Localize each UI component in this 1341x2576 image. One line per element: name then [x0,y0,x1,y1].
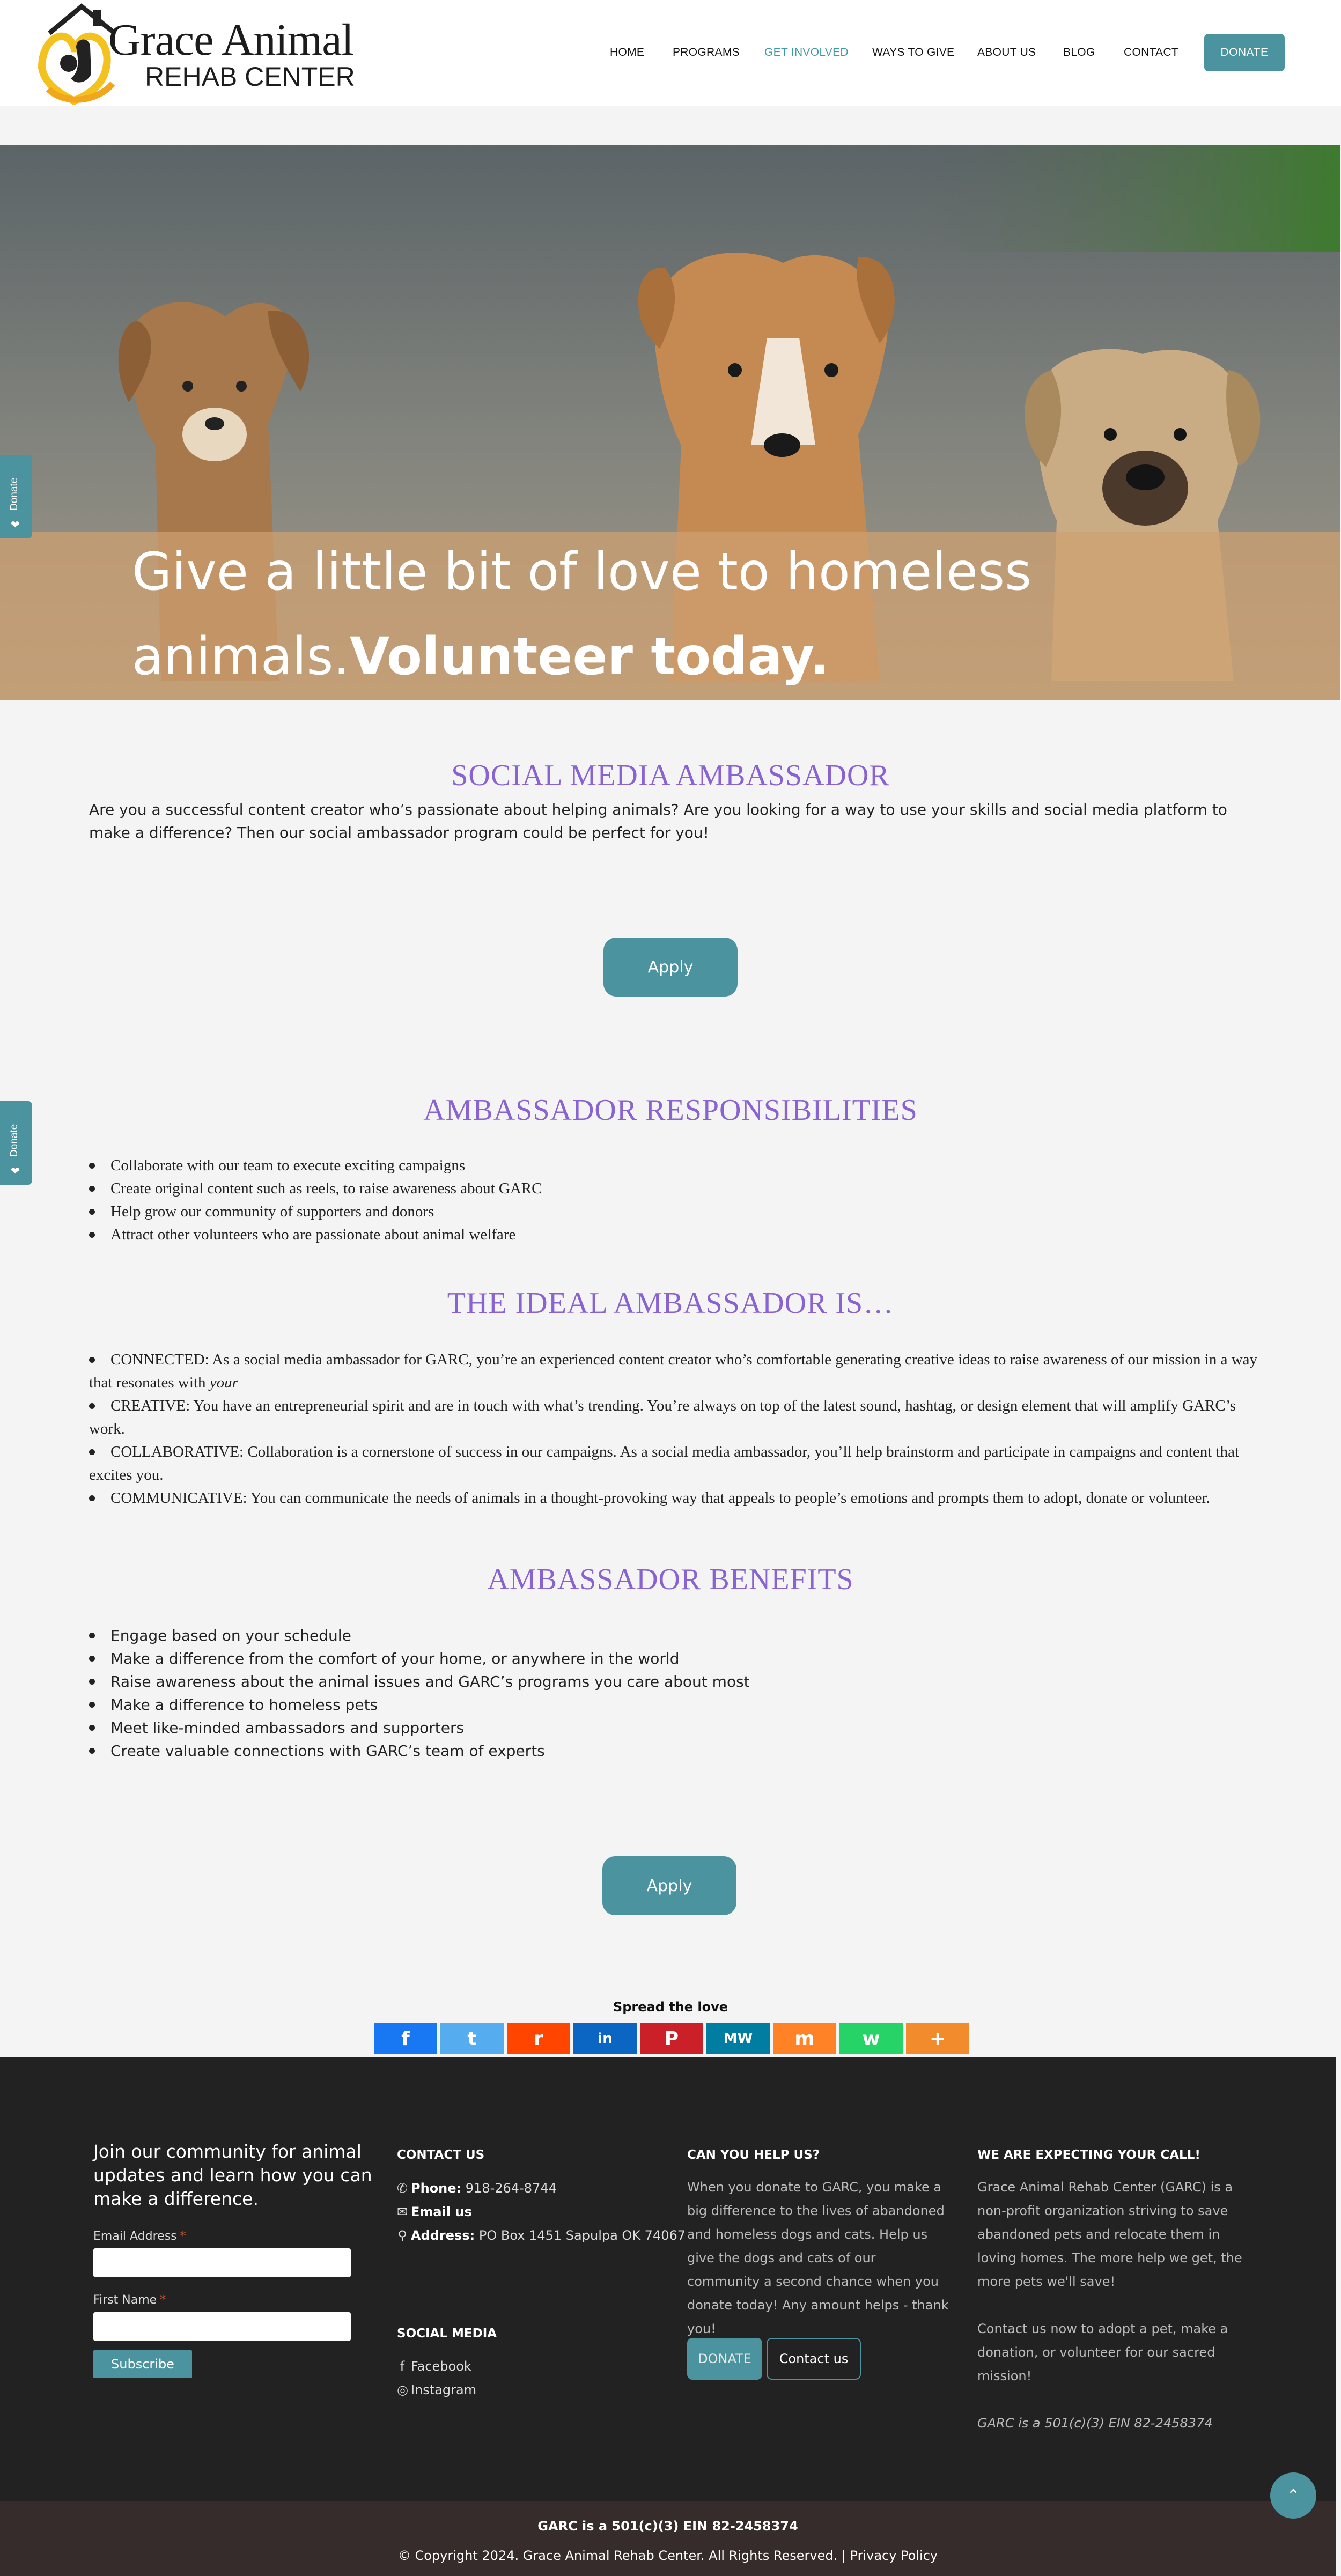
section-title-social-media-ambassador: SOCIAL MEDIA AMBASSADOR [451,759,890,792]
facebook-link[interactable] [397,2359,471,2374]
email-link[interactable]: Email us [411,2204,472,2219]
share-twitter-button[interactable] [440,2023,504,2054]
linkedin-icon: in [598,2031,613,2047]
share-pinterest-button[interactable] [640,2023,703,2054]
responsibilities-list [89,1154,1258,1246]
back-to-top-button[interactable] [1270,2472,1316,2519]
nav-get-involved[interactable]: GET INVOLVED [764,46,849,58]
share-title: Spread the love [613,1999,728,2014]
list-item: CREATIVE: You have an entrepreneurial spirit and are in touch with what’s trending. You’re always on top of the latest sound, hashtag, or design element that will amplify GARC’s work. [89,1394,1258,1441]
contact-email[interactable] [397,2204,472,2219]
share-whatsapp-button[interactable] [839,2023,903,2054]
facebook-icon: f [400,2359,405,2374]
list-item: Make a difference to homeless pets [89,1693,1258,1716]
instagram-link[interactable] [397,2382,476,2397]
list-item: Create original content such as reels, to raise awareness about GARC [89,1177,1258,1200]
share-mix-button[interactable] [773,2023,836,2054]
share-linkedin-button[interactable] [573,2023,637,2054]
benefits-list [89,1624,1258,1762]
email-label-text: Email Address [93,2230,177,2243]
envelope-icon: ✉ [397,2204,408,2219]
list-item: Create valuable connections with GARC’s team of experts [89,1739,1258,1762]
expect-text: Grace Animal Rehab Center (GARC) is a non-profit organization striving to save abandoned pets and relocate them in loving homes. The more help we get, the more pets we'll save! [977,2180,1242,2289]
list-item-emphasis: your [209,1374,238,1391]
required-mark: * [160,2293,166,2307]
list-item: Attract other volunteers who are passionate about animal welfare [89,1223,1258,1246]
list-item: Help grow our community of supporters and donors [89,1200,1258,1223]
help-heading: CAN YOU HELP US? [687,2148,820,2162]
mewe-icon: MW [723,2031,753,2047]
footer-ein: GARC is a 501(c)(3) EIN 82-2458374 [537,2519,798,2534]
donate-button[interactable]: DONATE [1204,34,1285,71]
list-item: Meet like-minded ambassadors and supporters [89,1716,1258,1739]
share-more-button[interactable] [906,2023,969,2054]
address-value: PO Box 1451 Sapulpa OK 74067 [478,2228,686,2243]
expect-text-contact: Contact us now to adopt a pet, make a donation, or volunteer for our sacred mission! [977,2321,1228,2383]
instagram-link-label[interactable]: Instagram [411,2382,477,2397]
first-name-label [93,2293,166,2307]
hero-headline-regular: animals. [132,626,350,687]
list-item: Raise awareness about the animal issues and GARC’s programs you care about most [89,1670,1258,1693]
logo-title: Grace Animal [108,15,353,65]
heart-icon: ❤ [11,1165,20,1177]
subscribe-button[interactable]: Subscribe [93,2350,192,2378]
section-title-responsibilities: AMBASSADOR RESPONSIBILITIES [423,1094,918,1127]
newsletter-heading: Join our community for animal updates and learn how you can make a difference. [93,2141,372,2209]
facebook-icon: f [401,2027,410,2050]
email-label [93,2230,186,2243]
list-item-text: CONNECTED: As a social media ambassador for GARC, you’re an experienced content creator who’s comfortable generating creative ideas to raise awareness of our mission in a way that resonates with [89,1351,1258,1391]
email-field[interactable] [93,2248,351,2277]
footer-donate-button[interactable]: DONATE [687,2338,762,2380]
list-item: Collaborate with our team to execute exciting campaigns [89,1154,1258,1177]
contact-address [397,2228,686,2243]
first-name-label-text: First Name [93,2293,157,2307]
copyright-text: © Copyright 2024. Grace Animal Rehab Center. All Rights Reserved. | Privacy Policy [397,2548,938,2563]
required-mark: * [180,2230,186,2243]
chevron-up-icon: ⌃ [1286,2486,1300,2505]
share-facebook-button[interactable] [374,2023,437,2054]
first-name-field[interactable] [93,2312,351,2341]
section-title-ideal-ambassador: THE IDEAL AMBASSADOR IS… [447,1287,894,1320]
expect-heading: WE ARE EXPECTING YOUR CALL! [977,2148,1200,2162]
address-label: Address: [411,2228,475,2243]
mix-icon: m [794,2027,815,2050]
twitter-icon: t [467,2027,477,2050]
list-item: COLLABORATIVE: Collaboration is a cornerstone of success in our campaigns. As a social media ambassador, you’ll help brainstorm and participate in campaigns and content that excites you. [89,1441,1258,1487]
apply-button[interactable]: Apply [603,938,738,997]
nav-home[interactable]: HOME [610,46,645,58]
hero-banner [0,145,1340,700]
site-logo[interactable] [38,3,359,105]
heart-icon: ❤ [11,519,20,531]
list-item: COMMUNICATIVE: You can communicate the needs of animals in a thought-provoking way that appeals to people’s emotions and prompts them to adopt, donate or volunteer. [89,1487,1258,1510]
whatsapp-icon: w [862,2027,880,2050]
apply-button[interactable]: Apply [602,1856,736,1915]
site-header [0,0,1341,106]
pinterest-icon: P [664,2027,679,2050]
list-item: Engage based on your schedule [89,1624,1258,1647]
facebook-link-label[interactable]: Facebook [411,2359,471,2374]
nav-ways-to-give[interactable]: WAYS TO GIVE [872,46,955,58]
share-bar [374,2023,972,2054]
logo-house-pet-icon [38,3,118,105]
side-donate-label: Donate [9,1124,20,1157]
hero-headline-line2 [132,626,829,687]
instagram-icon: ◎ [397,2382,408,2397]
nav-contact[interactable]: CONTACT [1124,46,1179,58]
nav-blog[interactable]: BLOG [1063,46,1095,58]
phone-value[interactable]: 918-264-8744 [465,2181,557,2196]
reddit-icon: r [534,2027,543,2050]
social-heading: SOCIAL MEDIA [397,2327,497,2341]
intro-paragraph: Are you a successful content creator who’s passionate about helping animals? Are you looking for a way to use your skills and social media platform to make a difference? Then our social ambassador program could be perfect for you! [89,801,1227,842]
list-item: Make a difference from the comfort of your home, or anywhere in the world [89,1647,1258,1670]
nav-about-us[interactable]: ABOUT US [977,46,1036,58]
side-donate-label: Donate [9,477,20,511]
phone-label: Phone: [411,2181,462,2196]
footer-contact-button[interactable]: Contact us [767,2338,861,2380]
contact-phone [397,2181,557,2196]
section-title-benefits: AMBASSADOR BENEFITS [487,1563,854,1596]
help-text: When you donate to GARC, you make a big difference to the lives of abandoned and homeless dogs and cats. Help us give the dogs and cats of our community a second chance when you donate today! Any amount helps - thank you! [687,2180,949,2336]
nav-programs[interactable]: PROGRAMS [673,46,740,58]
share-reddit-button[interactable] [507,2023,570,2054]
list-item [89,1348,1258,1394]
logo-subtitle: REHAB CENTER [145,62,355,92]
ein-text: GARC is a 501(c)(3) EIN 82-2458374 [977,2416,1213,2431]
side-donate-tab[interactable] [0,455,32,538]
more-icon: + [929,2027,946,2050]
hero-headline-bold: Volunteer today. [349,626,829,687]
hero-headline-line1: Give a little bit of love to homeless [132,542,1032,602]
contact-heading: CONTACT US [397,2148,485,2162]
footer-bottom-bar [0,2501,1336,2576]
phone-icon: ✆ [397,2181,408,2196]
map-pin-icon: ⚲ [397,2228,407,2243]
share-mewe-button[interactable] [706,2023,770,2054]
ideal-ambassador-list [89,1348,1258,1510]
